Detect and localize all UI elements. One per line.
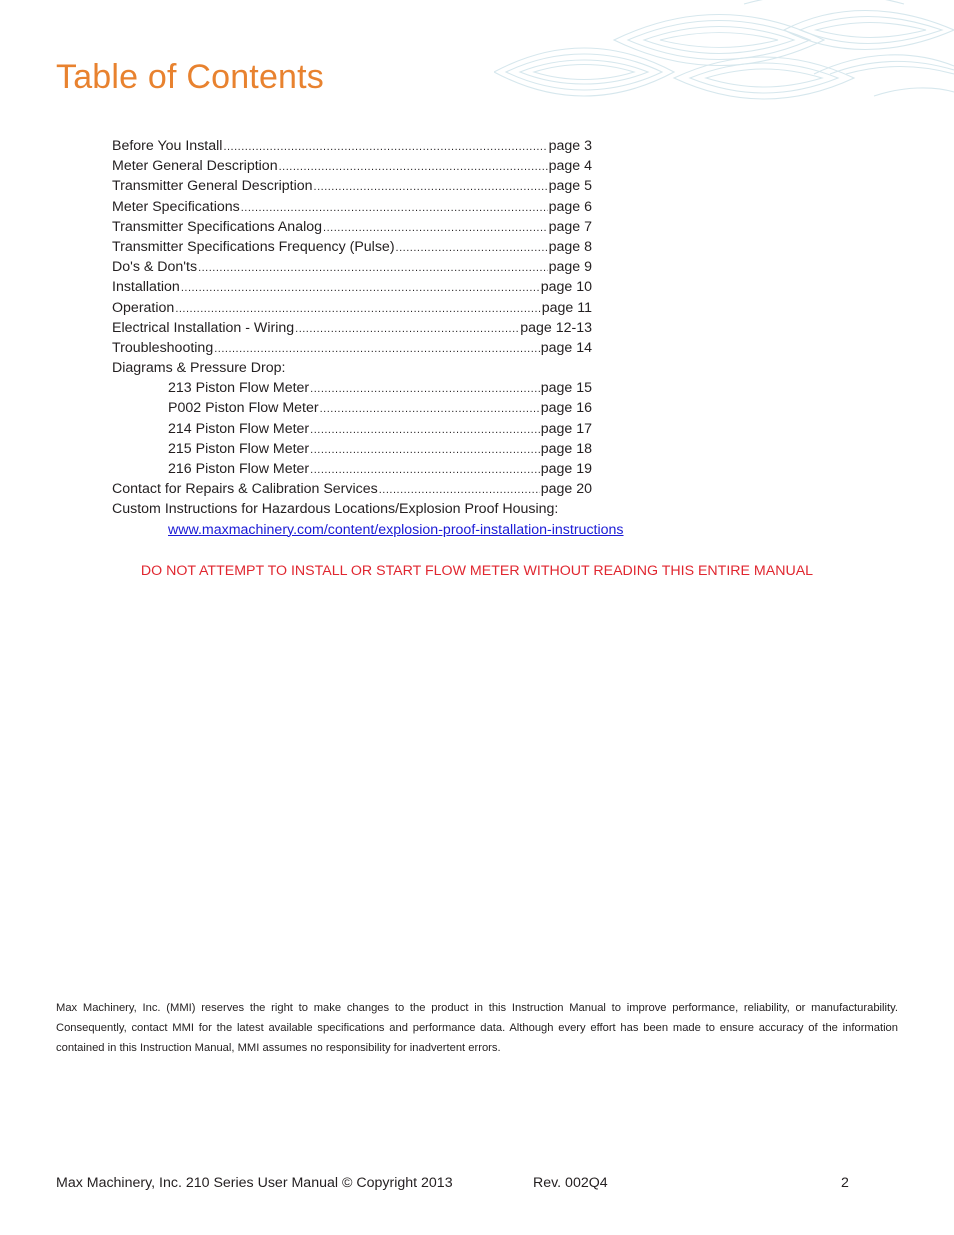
toc-entry-page: page 17 [540,420,592,437]
dot-leader [279,157,548,177]
diagrams-heading: Diagrams & Pressure Drop: [112,360,286,377]
toc-entry-label: 213 Piston Flow Meter [168,380,310,397]
disclaimer-text: Max Machinery, Inc. (MMI) reserves the right to make changes to the product in this Instruction Manual to improve performance, reliability, or manufacturability. Consequently, contact MMI for the latest available specifications and performance data. Although every effort has been made to ensure accuracy of the information contained in this Instruction Manual, MMI assumes no responsibility for inadvertent errors. [56,1002,898,1054]
toc-entry-page: page 18 [540,440,592,457]
header-wave-decoration [494,0,954,110]
dot-leader [310,379,540,399]
toc-entry-page: page 8 [548,238,592,255]
toc-entry [112,479,592,499]
footer-page-number: 2 [841,1175,849,1191]
toc-entry [112,298,592,318]
toc-entry-page: page 14 [540,339,592,356]
toc-entry [112,338,592,358]
toc-entry [112,237,592,257]
dot-leader [320,399,540,419]
dot-leader [310,420,540,440]
toc-entry-page: page 6 [548,198,592,215]
dot-leader [295,319,519,339]
toc-entry-label: Troubleshooting [112,339,214,356]
dot-leader [310,460,540,480]
table-of-contents [112,136,624,540]
toc-entry-label: Installation [112,279,180,296]
toc-entry [112,156,592,176]
dot-leader [241,198,548,218]
toc-entry-label: 214 Piston Flow Meter [168,420,310,437]
toc-entry-label: Operation [112,299,175,316]
toc-entry-page: page 11 [541,299,592,316]
custom-instructions-heading: Custom Instructions for Hazardous Locations/Explosion Proof Housing: [112,501,559,518]
toc-entry-page: page 12-13 [520,319,592,336]
toc-entry [112,318,592,338]
toc-entry-label: Transmitter Specifications Frequency (Pulse) [112,238,395,255]
toc-entry-page: page 4 [548,158,592,175]
warning-notice: DO NOT ATTEMPT TO INSTALL OR START FLOW METER WITHOUT READING THIS ENTIRE MANUAL [140,563,814,579]
toc-entry-label: Do's & Don'ts [112,259,198,276]
toc-entry-label: 216 Piston Flow Meter [168,461,310,477]
toc-entry [112,197,592,217]
toc-entry-page: page 19 [540,461,592,477]
toc-subentry [112,419,592,439]
dot-leader [198,258,548,278]
toc-entry-page: page 3 [548,138,592,154]
toc-entry-label: Electrical Installation - Wiring [112,319,295,336]
page-title: Table of Contents [56,58,325,96]
toc-subentry [112,439,592,459]
toc-entry-page: page 20 [540,481,592,498]
toc-subentry [112,398,592,418]
dot-leader [175,299,540,319]
toc-entry-page: page 5 [548,178,592,195]
toc-entry [112,136,592,156]
dot-leader [214,339,539,359]
dot-leader [314,177,548,197]
toc-entry [112,277,592,297]
toc-entry-label: Meter General Description [112,158,278,175]
toc-entry-label: Meter Specifications [112,198,240,215]
toc-entry-page: page 7 [548,218,592,235]
footer-revision: Rev. 002Q4 [533,1175,608,1191]
dot-leader [310,440,540,460]
toc-subentry [112,378,592,398]
footer-copyright: Max Machinery, Inc. 210 Series User Manual © Copyright 2013 [56,1175,453,1191]
explosion-proof-instructions-link[interactable]: www.maxmachinery.com/content/explosion-proof-installation-instructions [168,521,624,538]
toc-entry-label: P002 Piston Flow Meter [168,400,319,417]
toc-entry [112,217,592,237]
toc-entry-page: page 10 [540,279,592,296]
toc-entry-page: page 9 [548,259,592,276]
custom-instructions-link-row [112,520,624,540]
dot-leader [181,278,540,298]
dot-leader [396,238,548,258]
dot-leader [379,480,540,500]
toc-entry-label: Transmitter General Description [112,178,313,195]
toc-entry-label: 215 Piston Flow Meter [168,440,310,457]
toc-entry-label: Before You Install [112,138,223,154]
dot-leader [223,137,547,157]
toc-entry-page: page 15 [540,380,592,397]
dot-leader [323,218,548,238]
toc-entry-label: Contact for Repairs & Calibration Services [112,481,378,498]
toc-entry [112,257,592,277]
toc-subentry [112,459,592,479]
toc-entry-page: page 16 [540,400,592,417]
toc-entry [112,176,592,196]
toc-entry-label: Transmitter Specifications Analog [112,218,323,235]
